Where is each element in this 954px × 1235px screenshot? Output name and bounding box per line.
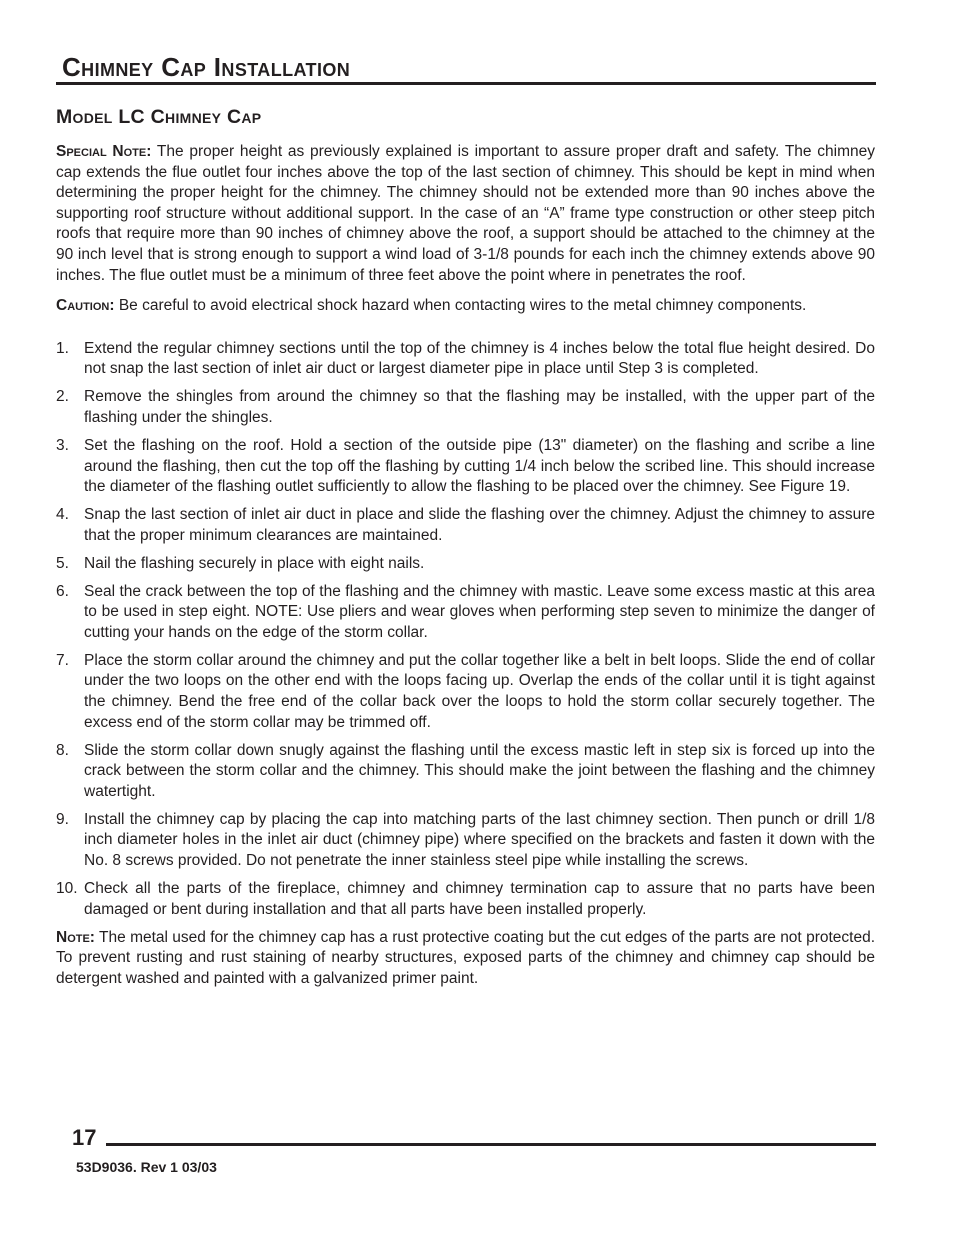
step-number: 1. (56, 339, 69, 357)
step-number: 2. (56, 388, 69, 406)
step-item (56, 339, 875, 380)
step-number: 9. (56, 810, 69, 828)
step-item (56, 582, 875, 644)
note-text: The metal used for the chimney cap has a rust protective coating but the cut edges of the parts are not protected. To prevent rusting and rust staining of nearby structures, exposed parts of the chimney and chimney cap should be detergent washed and painted with a galvanized primer paint. (56, 928, 875, 987)
step-text: Extend the regular chimney sections until the top of the chimney is 4 inches below the total flue height desired. Do not snap the last section of inlet air duct or largest diameter pipe in place until Step 3 is completed. (84, 339, 875, 378)
page-number: 17 (72, 1125, 97, 1150)
step-number: 8. (56, 741, 69, 759)
step-number: 3. (56, 436, 69, 454)
special-note-text: The proper height as previously explained is important to assure proper draft and safety. The chimney cap extends the flue outlet four inches above the top of the last section of chimney. This should be kept in mind when determining the proper height for the chimney. The chimney should not be extended more than 90 inches above the supporting roof structure without additional support. In the case of an “A” frame type construction or other steep pitch roofs that require more than 90 inches of chimney above the roof, a support should be attached to the chimney at the 90 inch level that is strong enough to support a wind load of 3-1/8 pounds for each inch the chimney extends above 90 inches. The flue outlet must be a minimum of three feet above the point where in penetrates the roof. (56, 143, 876, 284)
footer-rule (106, 1143, 876, 1146)
step-item (56, 505, 875, 546)
step-text: Remove the shingles from around the chimney so that the flashing may be installed, with the upper part of the flashing under the shingles. (84, 388, 875, 426)
body-content (56, 142, 875, 989)
caution-paragraph (56, 296, 875, 317)
step-text: Slide the storm collar down snugly against the flashing until the excess mastic left in step six is forced up into the crack between the storm collar and the chimney. This should make the joint between the flashing and the chimney watertight. (84, 741, 875, 800)
step-item (56, 387, 875, 428)
step-item (56, 651, 875, 733)
step-number: 10. (56, 879, 78, 897)
special-note-paragraph (56, 142, 875, 286)
step-number: 5. (56, 554, 69, 572)
title-rule (56, 82, 876, 85)
step-item (56, 741, 875, 803)
step-number: 6. (56, 582, 69, 600)
section-heading: Model LC Chimney Cap (56, 106, 262, 128)
caution-text: Be careful to avoid electrical shock hazard when contacting wires to the metal chimney components. (118, 297, 807, 315)
step-text: Check all the parts of the fireplace, chimney and chimney termination cap to assure that no parts have been damaged or bent during installation and that all parts have been installed properly. (84, 879, 875, 918)
installation-steps-list (56, 339, 875, 920)
note-paragraph (56, 928, 875, 990)
step-text: Seal the crack between the top of the flashing and the chimney with mastic. Leave some excess mastic at this area to be used in step eight. NOTE: Use pliers and wear gloves when performing step seven to minimize the danger of cutting your hands on the edge of the storm collar. (84, 582, 875, 641)
page-title: Chimney Cap Installation (62, 52, 351, 82)
step-text: Place the storm collar around the chimney and put the collar together like a belt in belt loops. Slide the end of collar under the two loops on the other end with the loops facing up. Overlap the ends of the collar until it is tight against the chimney. Bend the free end of the collar back over the loops to hold the storm collar securely together. The excess end of the storm collar may be trimmed off. (84, 651, 875, 731)
step-number: 7. (56, 651, 69, 669)
caution-label: Caution: (56, 297, 115, 315)
step-text: Snap the last section of inlet air duct in place and slide the flashing over the chimney. Adjust the chimney to assure that the proper minimum clearances are maintained. (84, 506, 875, 544)
step-item (56, 554, 875, 575)
special-note-label: Special Note: (56, 143, 152, 160)
step-text: Nail the flashing securely in place with eight nails. (84, 554, 425, 572)
document-number: 53D9036. Rev 1 03/03 (76, 1159, 217, 1175)
step-number: 4. (56, 506, 69, 524)
step-text: Install the chimney cap by placing the cap into matching parts of the last chimney section. Then punch or drill 1/8 inch diameter holes in the inlet air duct (chimney pipe) where specified on the brackets and fasten it down with the No. 8 screws provided. Do not penetrate the inner stainless steel pipe while installing the screws. (84, 810, 875, 869)
step-item (56, 810, 875, 872)
note-label: Note: (56, 928, 95, 946)
step-item (56, 436, 875, 498)
step-item (56, 879, 875, 920)
step-text: Set the flashing on the roof. Hold a section of the outside pipe (13" diameter) on the flashing and scribe a line around the flashing, then cut the top off the flashing by cutting 1/4 inch below the scribed line. This should increase the diameter of the flashing outlet sufficiently to allow the flashing to be placed over the chimney. See Figure 19. (84, 436, 875, 496)
